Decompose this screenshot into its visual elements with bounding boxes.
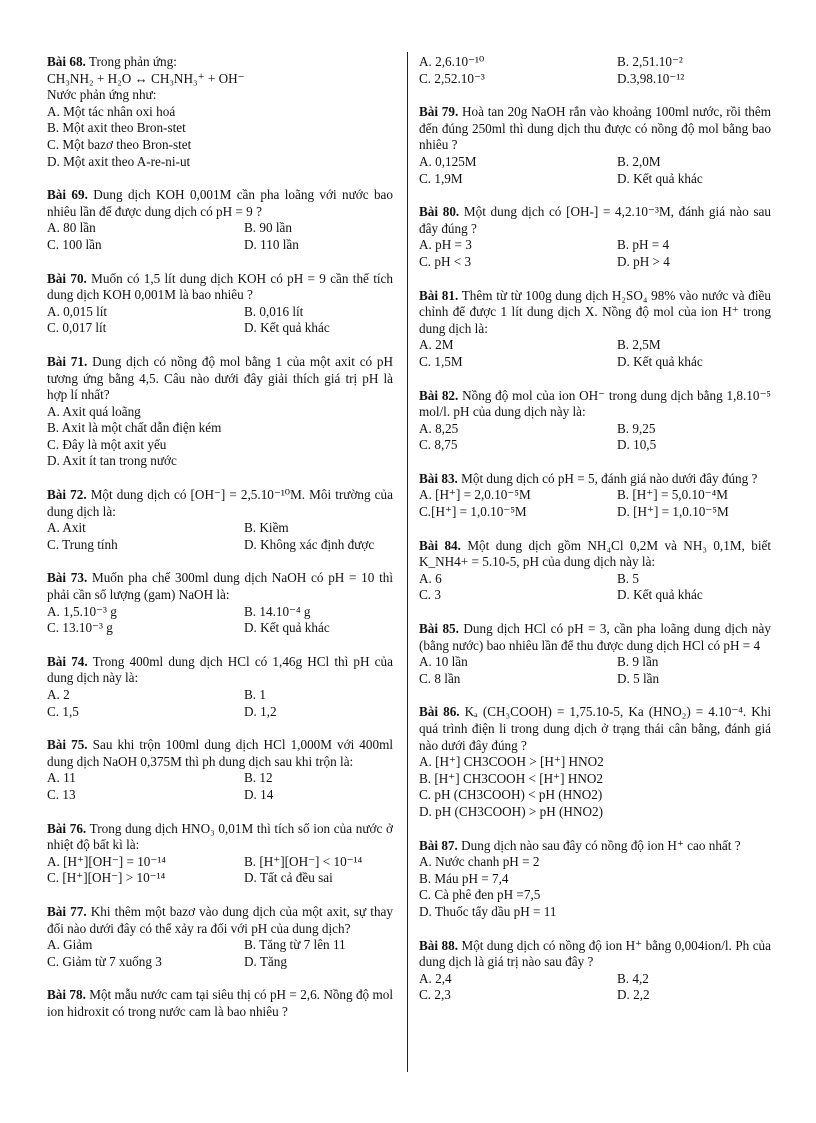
reaction-equation: CH₃NH₂ + H₂O ↔ CH₃NH₃⁺ + OH⁻ <box>47 70 245 86</box>
question-number: Bài 76. <box>47 820 87 836</box>
answer-option: B. 5 <box>617 570 639 586</box>
question-text: Thêm từ từ 100g dung dịch H₂SO₄ 98% vào nước và điều chỉnh để được 1 lít dung dịch X. Nồng độ mol của ion H⁺ trong dung dịch là: <box>419 287 771 336</box>
question-text: Dung dịch HCl có pH = 3, cần pha loãng dung dịch này (bằng nước) bao nhiêu lần để thu được dung dịch HCl có pH = 4 <box>419 621 771 653</box>
options-row <box>419 504 771 521</box>
answer-option: C. pH < 3 <box>419 253 472 269</box>
answer-option: D. 14 <box>244 786 274 802</box>
answer-option: C. Đây là một axit yếu <box>47 436 167 452</box>
options-row <box>47 620 393 637</box>
answer-option: A. pH = 3 <box>419 237 472 253</box>
question-stem <box>47 904 393 937</box>
options-row <box>47 870 393 887</box>
question-block <box>47 354 393 470</box>
answer-option: D. Kết quả khác <box>244 620 330 636</box>
answer-option: A. 0,015 lít <box>47 303 108 319</box>
question-text: Hoà tan 20g NaOH rắn vào khoảng 100ml nước, rồi thêm đến đúng 250ml thì dung dịch thu được có nồng độ mol bằng bao nhiêu ? <box>419 104 772 153</box>
options-row <box>419 354 771 371</box>
right-column <box>419 54 771 1021</box>
answer-option: A. Nước chanh pH = 2 <box>419 854 540 870</box>
options-row <box>419 337 771 354</box>
question-text: Một dung dịch có [OH⁻] = 2,5.10⁻¹⁰M. Môi trường của dung dịch là: <box>47 487 393 519</box>
options-row <box>47 237 393 254</box>
options-row <box>47 770 393 787</box>
answer-option: B. [H⁺] CH3COOH < [H⁺] HNO2 <box>419 770 603 786</box>
answer-option: A. 10 lần <box>419 654 468 670</box>
question-stem <box>47 987 393 1020</box>
answer-option: B. 4,2 <box>617 970 649 986</box>
question-text: Một dung dịch gồm NH₄Cl 0,2M và NH₃ 0,1M, biết K_NH4+ = 5.10-5, pH của dung dịch này là: <box>419 537 772 570</box>
options-row <box>419 254 771 271</box>
options-row <box>47 954 393 971</box>
answer-option: D. pH > 4 <box>617 253 670 269</box>
options-row <box>419 421 771 438</box>
question-text: Trong 400ml dung dịch HCl có 1,46g HCl thì pH của dung dịch này là: <box>47 653 393 686</box>
answer-option: A. Axit quá loãng <box>47 403 141 419</box>
answer-option: D. [H⁺] = 1,0.10⁻⁵M <box>617 504 729 520</box>
answer-option: D. Kết quả khác <box>617 170 703 186</box>
answer-option: C. [H⁺][OH⁻] > 10⁻¹⁴ <box>47 870 166 886</box>
answer-option: B. [H⁺] = 5,0.10⁻⁴M <box>617 487 728 503</box>
question-text: Trong dung dịch HNO₃ 0,01M thì tích số ion của nước ở nhiệt độ bất kì là: <box>47 820 393 853</box>
question-block <box>47 737 393 803</box>
question-block <box>419 104 771 187</box>
question-block <box>47 487 393 553</box>
question-number: Bài 83. <box>419 470 458 486</box>
question-block <box>419 204 771 270</box>
answer-option: D. 110 lần <box>244 236 299 252</box>
question-number: Bài 87. <box>419 837 458 853</box>
question-text: Dung dịch KOH 0,001M cần pha loãng với nước bao nhiêu lần để được dung dịch có pH = 9 ? <box>47 187 393 219</box>
answer-option: B. 9 lần <box>617 654 659 670</box>
answer-option: D. Axit ít tan trong nước <box>47 453 177 469</box>
answer-option: B. 0,016 lít <box>244 303 304 319</box>
answer-option: A. 1,5.10⁻³ g <box>47 603 117 619</box>
question-stem <box>47 570 393 603</box>
question-stem <box>47 487 393 520</box>
question-stem <box>47 354 393 404</box>
answer-option: A. 2M <box>419 337 454 353</box>
answer-option: C. 8 lần <box>419 670 461 686</box>
answer-option: D. Thuốc tẩy dầu pH = 11 <box>419 903 557 919</box>
question-stem <box>419 838 771 855</box>
options-row <box>419 71 771 88</box>
answer-option: C. Trung tính <box>47 536 118 552</box>
answer-option: B. 14.10⁻⁴ g <box>244 603 311 619</box>
left-column <box>47 54 393 1038</box>
answer-option: B. pH = 4 <box>617 237 670 253</box>
answer-option: B. 2,5M <box>617 337 661 353</box>
question-stem <box>419 704 771 754</box>
answer-option: C. 0,017 lít <box>47 320 107 336</box>
options-row <box>47 537 393 554</box>
question-block <box>47 654 393 720</box>
options-row <box>419 437 771 454</box>
question-stem <box>47 737 393 770</box>
question-number: Bài 75. <box>47 737 88 753</box>
answer-option: C. pH (CH3COOH) < pH (HNO2) <box>419 787 603 803</box>
question-number: Bài 85. <box>419 621 459 637</box>
options-row <box>419 171 771 188</box>
question-block <box>419 621 771 687</box>
answer-option: B. [H⁺][OH⁻] < 10⁻¹⁴ <box>244 853 363 869</box>
options-row <box>419 237 771 254</box>
answer-option: B. 2,51.10⁻² <box>617 54 683 69</box>
question-block <box>47 187 393 253</box>
options-row <box>419 154 771 171</box>
answer-option: B. Máu pH = 7,4 <box>419 870 509 886</box>
question-number: Bài 74. <box>47 653 88 669</box>
question-text: Dung dịch nào sau đây có nồng độ ion H⁺ cao nhất ? <box>461 837 741 853</box>
question-number: Bài 70. <box>47 270 87 286</box>
question-text: Muốn có 1,5 lít dung dịch KOH có pH = 9 cần thể tích dung dịch KOH 0,001M là bao nhiêu ? <box>47 270 393 303</box>
question-number: Bài 72. <box>47 487 87 503</box>
options-row <box>419 571 771 588</box>
options-row <box>47 604 393 621</box>
question-text: Một mẫu nước cam tại siêu thị có pH = 2,6. Nồng độ mol ion hidroxit có trong nước cam là bao nhiêu ? <box>47 987 394 1019</box>
question-stem <box>47 654 393 687</box>
answer-option: B. Tăng từ 7 lên 11 <box>244 937 346 953</box>
answer-option: A. [H⁺] CH3COOH > [H⁺] HNO2 <box>419 754 604 770</box>
question-stem <box>419 471 771 488</box>
answer-option: B. 2,0M <box>617 153 661 169</box>
answer-option: D. Một axit theo A-re-ni-ut <box>47 153 191 169</box>
question-number: Bài 73. <box>47 570 88 586</box>
answer-option: C. Một bazơ theo Bron-stet <box>47 136 192 152</box>
answer-option: D. pH (CH3COOH) > pH (HNO2) <box>419 803 603 819</box>
answer-option: A. Axit <box>47 520 86 536</box>
question-stem <box>419 538 771 571</box>
answer-option: C. 13.10⁻³ g <box>47 620 113 636</box>
question-block <box>47 821 393 887</box>
answer-option: D.3,98.10⁻¹² <box>617 70 685 86</box>
question-stem <box>419 204 771 237</box>
options-row <box>47 787 393 804</box>
answer-option: C. 1,5 <box>47 703 79 719</box>
question-text: Một dung dịch có pH = 5, đánh giá nào dưới đây đúng ? <box>461 470 758 486</box>
answer-option: C. Giảm từ 7 xuống 3 <box>47 953 162 969</box>
answer-option: C. 1,5M <box>419 353 463 369</box>
question-block <box>47 271 393 337</box>
question-text: Một dung dịch có nồng độ ion H⁺ bằng 0,004ion/l. Ph của dung dịch là giá trị nào sau đây ? <box>419 937 772 970</box>
question-text: Sau khi trộn 100ml dung dịch HCl 1,000M với 400ml dung dịch NaOH 0,375M thì ph dung dịch sau khi trộn là: <box>47 737 393 769</box>
answer-option: A. 2 <box>47 687 70 702</box>
column-divider <box>407 52 408 1072</box>
answer-option: C. 13 <box>47 786 76 802</box>
answer-option: A. 6 <box>419 570 442 586</box>
question-number: Bài 71. <box>47 353 88 369</box>
question-stem <box>419 288 771 338</box>
question-block <box>419 538 771 604</box>
options-row <box>419 487 771 504</box>
question-block <box>419 938 771 1004</box>
question-block <box>419 471 771 521</box>
question-number: Bài 68. <box>47 54 86 69</box>
options-row <box>419 54 771 71</box>
question-text: Nồng độ mol của ion OH⁻ trong dung dịch bằng 1,8.10⁻⁵ mol/l. pH của dung dịch này là: <box>419 387 772 420</box>
question-subtext: Nước phản ứng như: <box>47 87 157 103</box>
answer-option: D. Kết quả khác <box>244 320 330 336</box>
answer-option: C. 3 <box>419 587 441 603</box>
question-stem <box>47 821 393 854</box>
options-row <box>419 987 771 1004</box>
question-block <box>419 288 771 371</box>
answer-option: B. 90 lần <box>244 220 292 236</box>
answer-option: C. 100 lần <box>47 236 102 252</box>
answer-option: C. 8,75 <box>419 437 458 453</box>
question-block <box>419 704 771 820</box>
options-row <box>47 220 393 237</box>
answer-option: A. 80 lần <box>47 220 96 236</box>
question-stem <box>47 54 393 71</box>
question-text: Kₐ (CH₃COOH) = 1,75.10-5, Ka (HNO₂) = 4.10⁻⁴. Khi quá trình điện li trong dung dịch ở trạng thái cân bằng, đánh giá nào dưới đây đúng ? <box>419 704 772 753</box>
question-block <box>47 570 393 636</box>
answer-option: D. Tất cả đều sai <box>244 870 333 886</box>
answer-option: C. 2,52.10⁻³ <box>419 70 485 86</box>
options-row <box>419 587 771 604</box>
question-number: Bài 79. <box>419 104 459 120</box>
question-number: Bài 69. <box>47 187 88 203</box>
answer-option: A. 2,6.10⁻¹⁰ <box>419 54 485 69</box>
question-block <box>47 904 393 970</box>
answer-option: B. Axit là một chất dẫn điện kém <box>47 420 222 436</box>
question-number: Bài 78. <box>47 987 86 1003</box>
question-number: Bài 86. <box>419 704 460 720</box>
answer-option: A. 8,25 <box>419 420 459 436</box>
options-row <box>47 687 393 704</box>
options-row <box>419 971 771 988</box>
question-text: Khi thêm một bazơ vào dung dịch của một axit, sự thay đổi nào dưới đây có thể xảy ra đối với pH của dung dịch? <box>47 903 393 936</box>
question-number: Bài 82. <box>419 387 459 403</box>
answer-option: C.[H⁺] = 1,0.10⁻⁵M <box>419 504 527 520</box>
question-number: Bài 77. <box>47 903 87 919</box>
options-row <box>47 320 393 337</box>
question-stem <box>419 388 771 421</box>
answer-option: D. Kết quả khác <box>617 587 703 603</box>
question-number: Bài 80. <box>419 204 460 220</box>
answer-option: D. Không xác định được <box>244 536 375 552</box>
question-block <box>419 388 771 454</box>
options-row <box>47 520 393 537</box>
question-text: Muốn pha chế 300ml dung dịch NaOH có pH = 10 thì phải cần số lượng (gam) NaOH là: <box>47 570 394 603</box>
answer-option: A. 11 <box>47 770 76 786</box>
answer-option: D. 10,5 <box>617 437 657 453</box>
question-number: Bài 84. <box>419 537 461 553</box>
options-row <box>47 704 393 721</box>
question-stem <box>419 938 771 971</box>
answer-option: A. Một tác nhân oxi hoá <box>47 103 176 119</box>
question-number: Bài 88. <box>419 937 459 953</box>
answer-option: A. 2,4 <box>419 970 452 986</box>
options-row <box>47 304 393 321</box>
answer-option: B. 1 <box>244 687 266 702</box>
answer-option: A. Giảm <box>47 937 93 953</box>
options-row <box>47 854 393 871</box>
answer-option: D. Tăng <box>244 953 287 969</box>
answer-option: A. 0,125M <box>419 153 477 169</box>
question-stem <box>47 187 393 220</box>
options-row <box>419 671 771 688</box>
question-stem <box>419 104 771 154</box>
question-number: Bài 81. <box>419 287 459 303</box>
question-text: Trong phản ứng: <box>88 54 177 69</box>
options-row <box>419 654 771 671</box>
answer-option: B. Kiềm <box>244 520 289 536</box>
answer-option: C. 1,9M <box>419 170 463 186</box>
options-row <box>47 937 393 954</box>
question-text: Một dung dịch có [OH-] = 4,2.10⁻³M, đánh giá nào sau đây đúng ? <box>419 204 771 236</box>
answer-option: A. [H⁺] = 2,0.10⁻⁵M <box>419 487 531 503</box>
question-block <box>419 838 771 921</box>
answer-option: C. 2,3 <box>419 987 451 1003</box>
answer-option: D. 1,2 <box>244 703 277 719</box>
answer-option: B. Một axit theo Bron-stet <box>47 120 186 136</box>
question-block <box>419 54 771 87</box>
question-stem <box>419 621 771 654</box>
question-text: Dung dịch có nồng độ mol bằng 1 của một axit có pH tương ứng bằng 4,5. Câu nào dưới đây giải thích giá trị pH là hợp lí nhất? <box>47 353 394 403</box>
answer-option: B. 9,25 <box>617 420 656 436</box>
question-block <box>47 54 393 170</box>
answer-option: D. 5 lần <box>617 670 660 686</box>
question-block <box>47 987 393 1020</box>
answer-option: D. 2,2 <box>617 987 650 1003</box>
question-stem <box>47 271 393 304</box>
answer-option: C. Cà phê đen pH =7,5 <box>419 887 541 903</box>
answer-option: D. Kết quả khác <box>617 353 703 369</box>
answer-option: B. 12 <box>244 770 273 786</box>
answer-option: A. [H⁺][OH⁻] = 10⁻¹⁴ <box>47 853 166 869</box>
